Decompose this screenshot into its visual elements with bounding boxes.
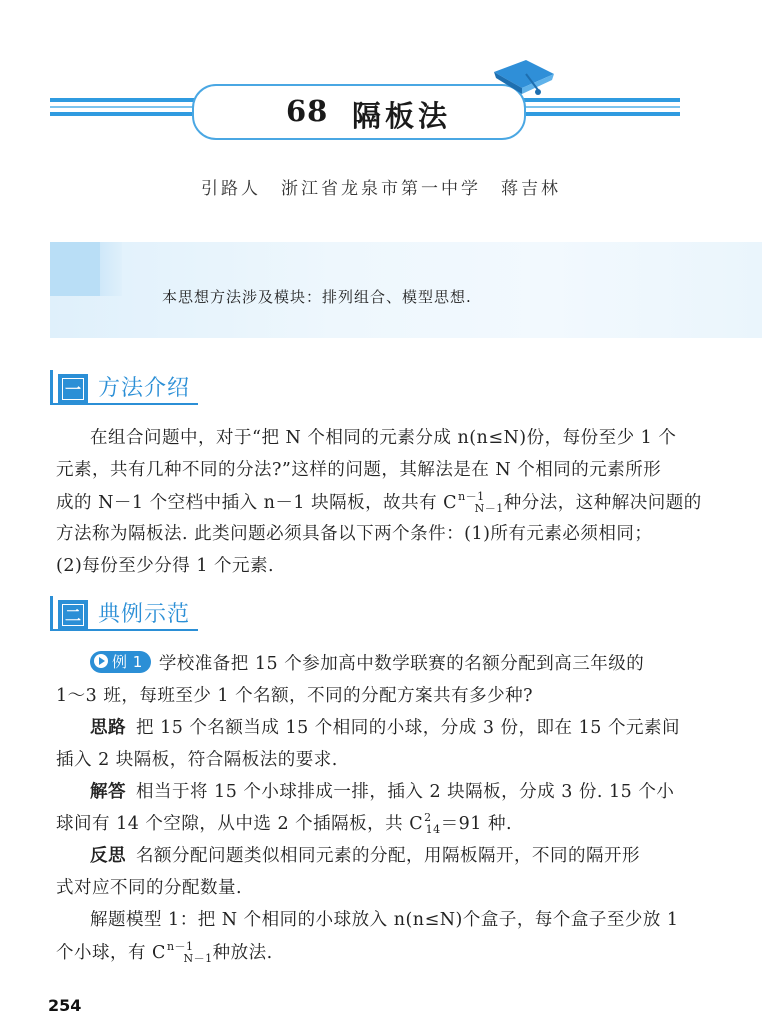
section-bar [50, 596, 53, 630]
header-stripe-left-bottom [50, 112, 200, 116]
example-badge-label: 例 1 [112, 653, 143, 671]
example-line-1 [90, 650, 730, 675]
answer-line-2 [56, 810, 696, 836]
answer-label: 解答 [90, 782, 126, 802]
answer-text-1: 相当于将 15 个小球排成一排，插入 2 块隔板，分成 3 份. 15 个小 [136, 782, 675, 802]
example-question-line-1: 学校准备把 15 个参加高中数学联赛的名额分配到高三年级的 [158, 654, 645, 674]
section-bar [50, 370, 53, 404]
reflect-line-2: 式对应不同的分配数量. [56, 878, 243, 898]
combination-superscript: 2 [424, 811, 432, 824]
reflect-line-1 [90, 842, 730, 867]
header-stripe-right-bottom [516, 112, 680, 116]
banner-tab-shade [100, 242, 122, 296]
idea-text-1: 把 15 个名额当成 15 个相同的小球，分成 3 份，即在 15 个元素间 [136, 718, 680, 738]
header-stripe-left-mid [50, 106, 200, 108]
combination-subscript: 14 [425, 823, 441, 836]
combination-superscript: n－1 [166, 940, 194, 953]
combination-subscript: N－1 [183, 952, 213, 965]
combination-superscript: n－1 [458, 490, 485, 503]
model-line-2 [56, 938, 696, 966]
section-header-method [50, 370, 250, 402]
banner-tab [50, 242, 100, 296]
intro-line-1: 在组合问题中，对于“把 N 个相同的元素分成 n(n≤N)份，每份至少 1 个 [90, 428, 677, 448]
intro-line-3 [56, 488, 702, 516]
graduation-cap-icon [488, 54, 558, 102]
chapter-title: 隔板法 [352, 99, 452, 133]
combination-subscript: N－1 [474, 502, 504, 515]
answer-text-2-start: 球间有 14 个空隙，从中选 2 个插隔板，共 C [56, 814, 424, 834]
chapter-number: 68 [286, 94, 329, 128]
intro-line-4: 方法称为隔板法. 此类问题必须具备以下两个条件：(1)所有元素必须相同； [56, 524, 653, 544]
intro-line-5: (2)每份至少分得 1 个元素. [56, 556, 275, 576]
section-badge [58, 374, 88, 404]
intro-line-3-start: 成的 N－1 个空档中插入 n－1 块隔板，故共有 C [56, 493, 458, 513]
section-title: 方法介绍 [98, 376, 191, 401]
section-badge [58, 600, 88, 630]
model-text-2-end: 种放法. [212, 943, 273, 963]
section-underline [50, 629, 198, 631]
section-header-examples [50, 596, 250, 628]
section-title: 典例示范 [98, 602, 191, 627]
reflect-label: 反思 [90, 846, 126, 866]
play-icon [94, 654, 108, 668]
section-badge-number: 一 [64, 380, 81, 399]
page-number: 254 [48, 996, 82, 1015]
example-line-2: 1～3 班，每班至少 1 个名额，不同的分配方案共有多少种? [56, 686, 533, 706]
intro-line-2: 元素，共有几种不同的分法?”这样的问题，其解法是在 N 个相同的元素所形 [56, 460, 662, 480]
idea-line-1 [90, 714, 730, 739]
idea-line-2: 插入 2 块隔板，符合隔板法的要求. [56, 750, 338, 770]
reflect-text-1: 名额分配问题类似相同元素的分配，用隔板隔开，不同的隔开形 [136, 846, 640, 866]
model-line-1: 解题模型 1：把 N 个相同的小球放入 n(n≤N)个盒子，每个盒子至少放 1 [90, 910, 679, 930]
header-stripe-right-mid [516, 106, 680, 108]
banner-text: 本思想方法涉及模块：排列组合、模型思想. [162, 288, 472, 306]
example-badge [90, 651, 151, 673]
section-underline [50, 403, 198, 405]
idea-label: 思路 [90, 718, 126, 738]
model-text-2-start: 个小球，有 C [56, 943, 166, 963]
intro-line-3-end: 种分法，这种解决问题的 [503, 493, 702, 513]
section-badge-number: 二 [64, 606, 81, 625]
author-line: 引路人 浙江省龙泉市第一中学 蒋吉林 [201, 179, 561, 199]
answer-text-2-end: ＝91 种. [440, 814, 513, 834]
answer-line-1 [90, 778, 730, 803]
header-stripe-left-top [50, 98, 200, 102]
